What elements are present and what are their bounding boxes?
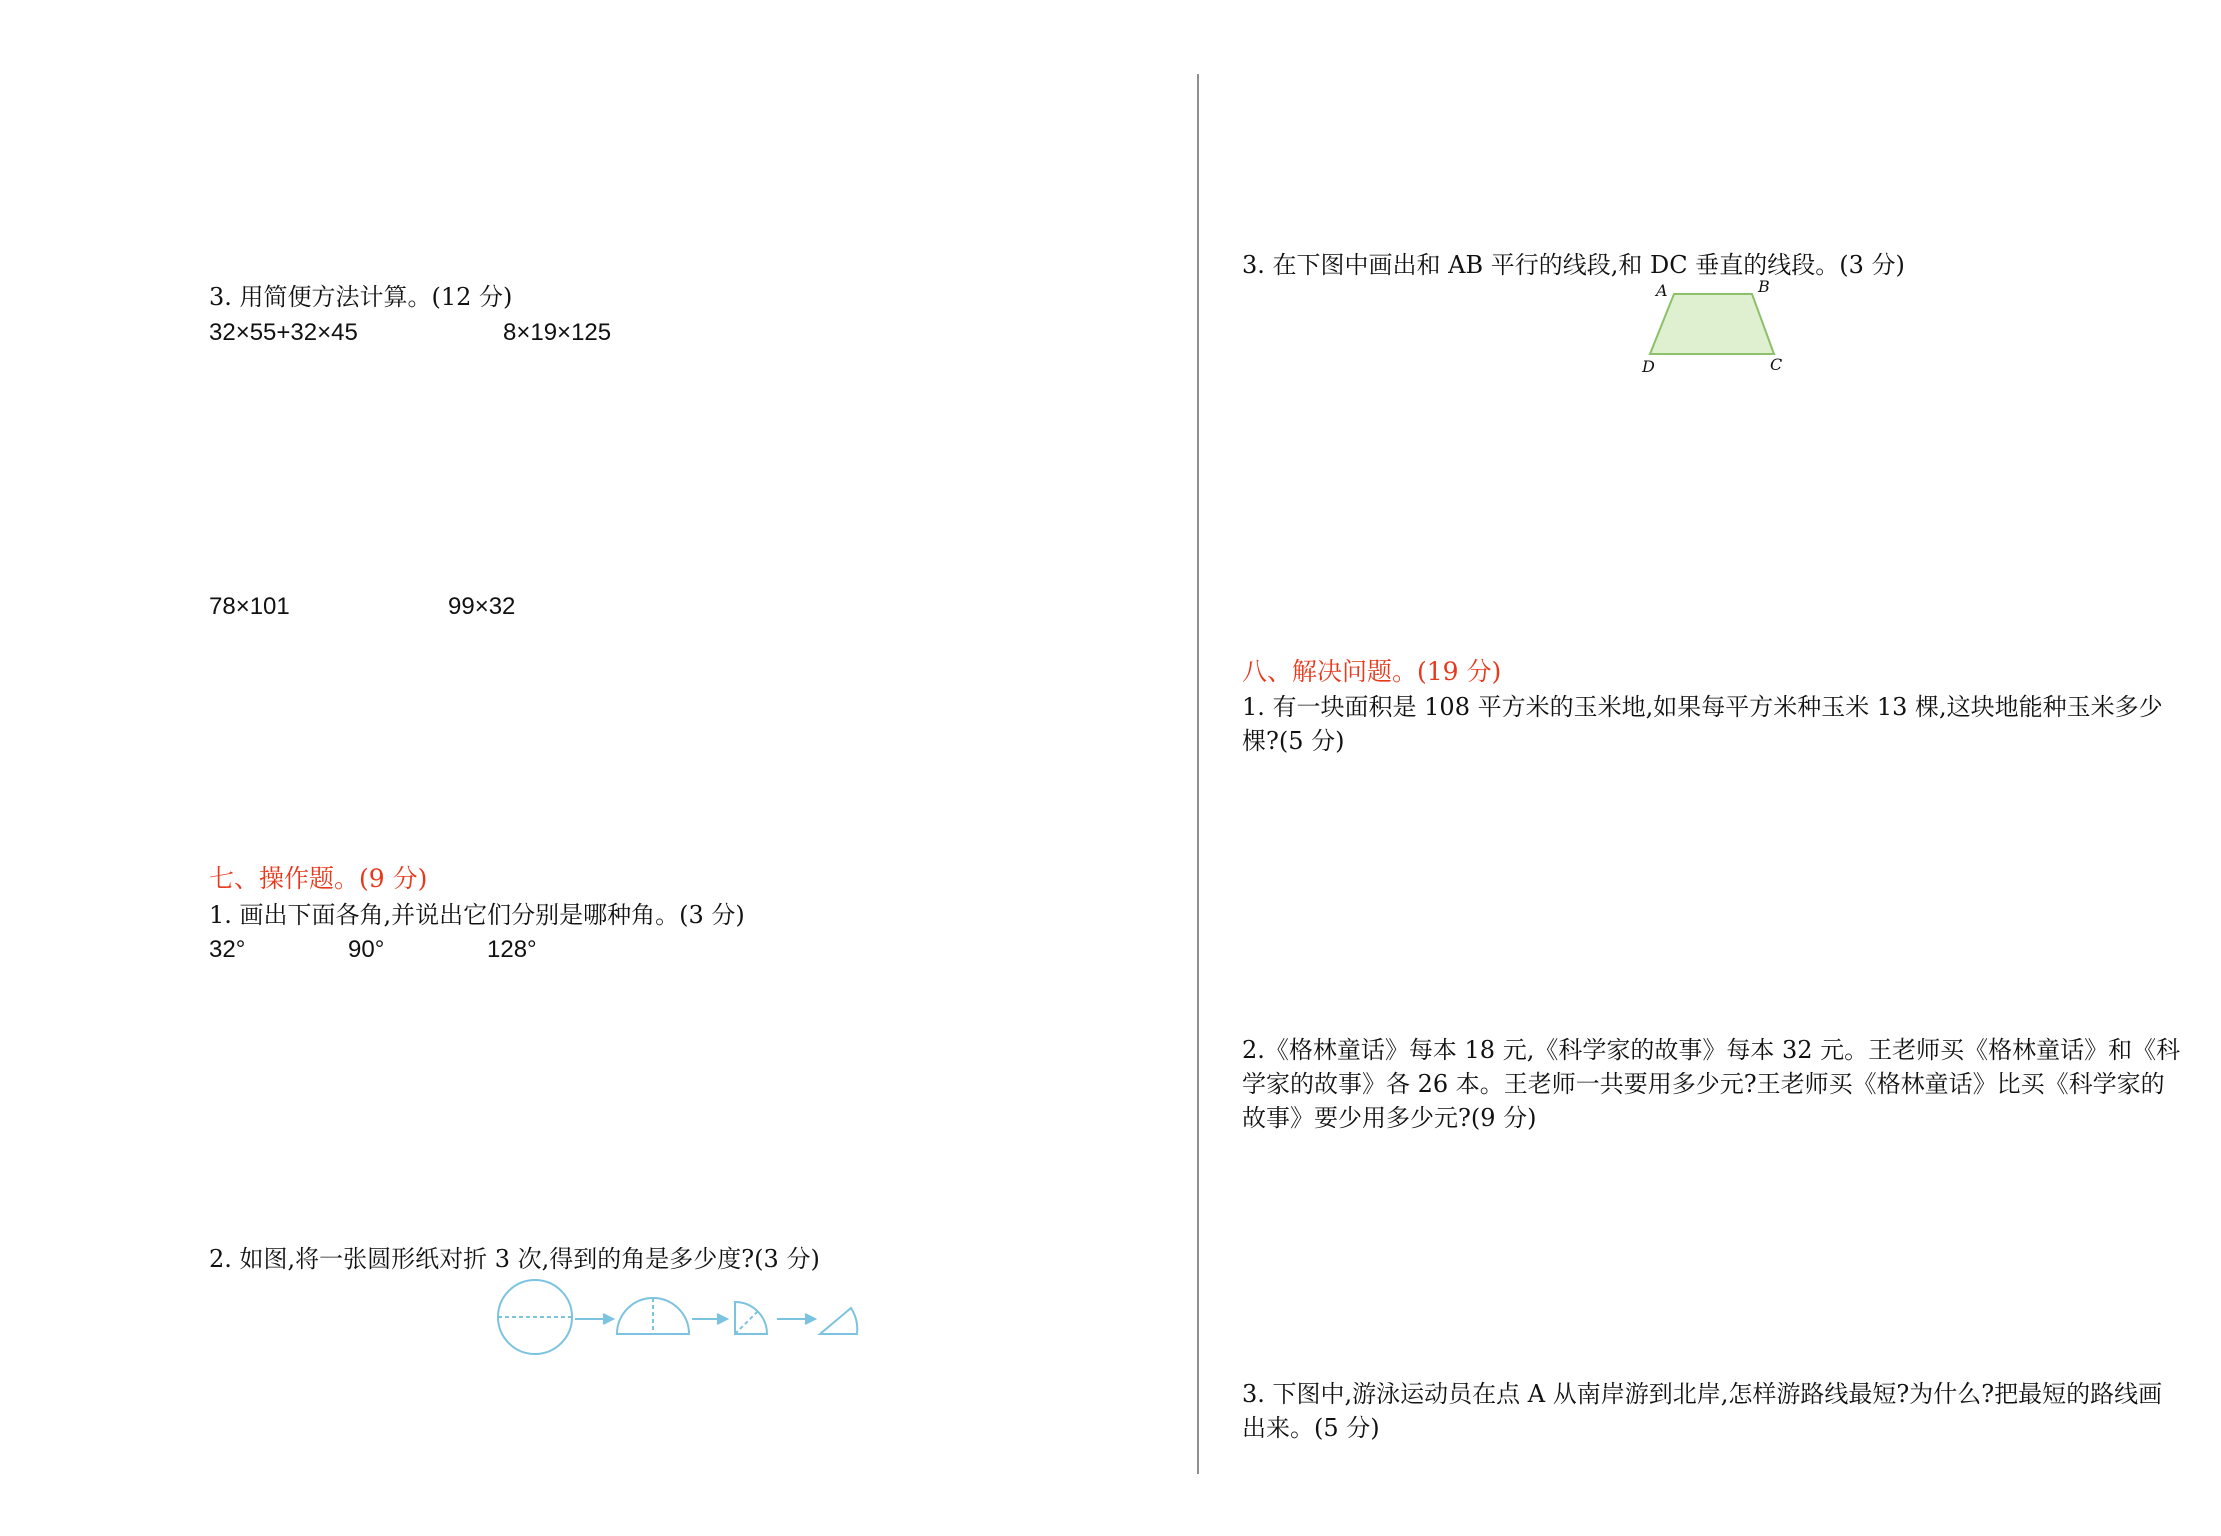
expression-4: 99×32 (448, 593, 516, 620)
operation-question-1: 1. 画出下面各角,并说出它们分别是哪种角。(3 分) (209, 901, 745, 929)
section-8-heading: 八、解决问题。(19 分) (1242, 657, 1502, 686)
section-7-heading: 七、操作题。(9 分) (209, 864, 428, 893)
expression-1: 32×55+32×45 (209, 319, 358, 346)
operation-question-3: 3. 在下图中画出和 AB 平行的线段,和 DC 垂直的线段。(3 分) (1242, 251, 1905, 279)
column-divider (1197, 74, 1199, 1474)
angle-128: 128° (487, 936, 537, 963)
problem-2: 2.《格林童话》每本 18 元,《科学家的故事》每本 32 元。王老师买《格林童话》和《科学家的故事》各 26 本。王老师一共要用多少元?王老师买《格林童话》比买《科学家的故事》要少用多少元?(9 分) (1242, 1036, 2181, 1132)
vertex-label-c: C (1770, 355, 1783, 374)
problem-3: 3. 下图中,游泳运动员在点 A 从南岸游到北岸,怎样游路线最短?为什么?把最短的路线画出来。(5 分) (1242, 1380, 2163, 1442)
trapezoid-shape (1650, 294, 1774, 354)
eighth-circle-shape (820, 1308, 857, 1334)
angle-32: 32° (209, 936, 246, 963)
problem-1: 1. 有一块面积是 108 平方米的玉米地,如果每平方米种玉米 13 棵,这块地能种玉米多少棵?(5 分) (1242, 693, 2163, 755)
vertex-label-a: A (1656, 281, 1668, 300)
trapezoid-abcd-figure (1630, 278, 1790, 378)
expression-2: 8×19×125 (503, 319, 612, 346)
angle-90: 90° (348, 936, 385, 963)
operation-question-2: 2. 如图,将一张圆形纸对折 3 次,得到的角是多少度?(3 分) (209, 1245, 820, 1273)
q3-calc-title: 3. 用简便方法计算。(12 分) (209, 283, 513, 311)
vertex-label-d: D (1642, 357, 1655, 376)
circle-folding-figure (495, 1272, 895, 1362)
vertex-label-b: B (1758, 277, 1770, 296)
expression-3: 78×101 (209, 593, 290, 620)
